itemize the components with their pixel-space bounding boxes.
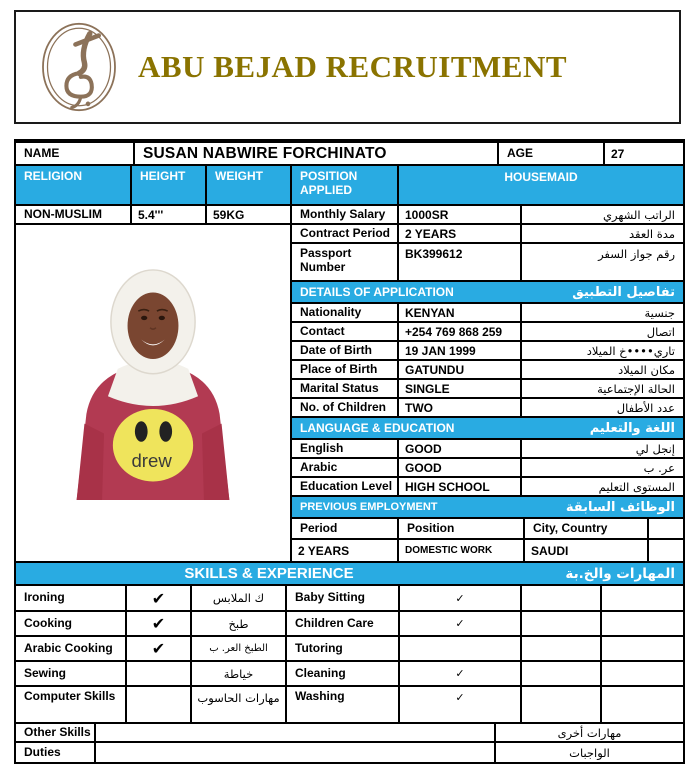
agency-title: ABU BEJAD RECRUITMENT: [138, 49, 568, 84]
details-header-ar: تفاصيل التطبيق: [572, 284, 675, 300]
other-skills-label: Other Skills: [16, 724, 96, 743]
language-education-header: [292, 418, 683, 440]
skill-row-cooking: [16, 612, 683, 637]
employment-position-value: DOMESTIC WORK: [399, 540, 525, 563]
ironing-arabic: ك الملابس: [192, 586, 287, 612]
marital-status-label: Marital Status: [292, 380, 399, 399]
contract-period-label: Contract Period: [292, 225, 399, 244]
skill-empty-cell: [522, 586, 602, 612]
date-of-birth-arabic: تاري••••خ الميلاد: [522, 342, 683, 361]
arabic-cooking-label: Arabic Cooking: [16, 637, 127, 662]
employment-extra-cell: [649, 519, 683, 540]
skills-experience-header: [16, 563, 683, 586]
washing-label: Washing: [287, 687, 400, 724]
contract-period-value: 2 YEARS: [399, 225, 522, 244]
skill-empty-cell: [602, 662, 683, 687]
computer-skills-check: [127, 687, 192, 724]
skill-empty-cell: [522, 637, 602, 662]
skill-empty-cell: [522, 612, 602, 637]
nationality-arabic: جنسية: [522, 304, 683, 323]
passport-number-label: Passport Number: [292, 244, 399, 282]
height-value: 5.4''': [132, 206, 207, 225]
english-value: GOOD: [399, 440, 522, 459]
sewing-arabic: خياطة: [192, 662, 287, 687]
contract-period-arabic: مدة العقد: [522, 225, 683, 244]
cooking-arabic: طبخ: [192, 612, 287, 637]
place-of-birth-arabic: مكان الميلاد: [522, 361, 683, 380]
tutoring-check: [400, 637, 522, 662]
arabic-label: Arabic: [292, 459, 399, 478]
attributes-header-row: [16, 166, 683, 206]
ironing-label: Ironing: [16, 586, 127, 612]
logo-calligraphy: [66, 34, 98, 108]
shirt-text: drew: [131, 449, 172, 471]
passport-number-arabic: رقم جواز السفر: [522, 244, 683, 282]
children-care-check: ✓: [400, 612, 522, 637]
skills-header-en: SKILLS & EXPERIENCE: [184, 565, 354, 582]
contact-value: +254 769 868 259: [399, 323, 522, 342]
cleaning-check: ✓: [400, 662, 522, 687]
language-header-en: LANGUAGE & EDUCATION: [300, 421, 455, 435]
name-label: NAME: [16, 143, 135, 166]
language-header-ar: اللغة والتعليم: [589, 420, 675, 436]
weight-header: WEIGHT: [207, 166, 292, 206]
religion-value: NON-MUSLIM: [16, 206, 132, 225]
computer-skills-arabic: مهارات الحاسوب: [192, 687, 287, 724]
contact-arabic: اتصال: [522, 323, 683, 342]
employment-header-en: PREVIOUS EMPLOYMENT: [300, 501, 438, 513]
duties-label: Duties: [16, 743, 96, 762]
arabic-cooking-check: ✔: [127, 637, 192, 662]
face: [128, 292, 179, 359]
education-level-label: Education Level: [292, 478, 399, 497]
nationality-value: KENYAN: [399, 304, 522, 323]
computer-skills-label: Computer Skills: [16, 687, 127, 724]
sewing-label: Sewing: [16, 662, 127, 687]
cooking-label: Cooking: [16, 612, 127, 637]
skill-row-computer: [16, 687, 683, 724]
arabic-cooking-arabic: الطبخ العر. ب: [192, 637, 287, 662]
skill-row-arabic-cooking: [16, 637, 683, 662]
children-value: TWO: [399, 399, 522, 418]
baby-sitting-check: ✓: [400, 586, 522, 612]
english-label: English: [292, 440, 399, 459]
cleaning-label: Cleaning: [287, 662, 400, 687]
left-column: [16, 206, 292, 563]
details-of-application-header: [292, 282, 683, 304]
sewing-check: [127, 662, 192, 687]
position-col-header: Position: [399, 519, 525, 540]
washing-check: ✓: [400, 687, 522, 724]
candidate-name: SUSAN NABWIRE FORCHINATO: [135, 143, 499, 166]
arabic-arabic: عر. ب: [522, 459, 683, 478]
position-applied-header: POSITION APPLIED: [292, 166, 399, 206]
skill-row-sewing: [16, 662, 683, 687]
skills-header-ar: المهارات والخ.بة: [565, 565, 675, 582]
right-column: [292, 206, 683, 563]
age-value: 27: [605, 143, 683, 166]
employment-city-value: SAUDI: [525, 540, 649, 563]
duties-empty: [96, 743, 496, 762]
children-care-label: Children Care: [287, 612, 400, 637]
height-header: HEIGHT: [132, 166, 207, 206]
name-row: [16, 143, 683, 166]
children-arabic: عدد الأطفال: [522, 399, 683, 418]
other-skills-empty: [96, 724, 496, 743]
body-section: [16, 206, 683, 563]
age-label: AGE: [499, 143, 605, 166]
duties-arabic: الواجبات: [569, 745, 610, 760]
ironing-check: ✔: [127, 586, 192, 612]
skill-empty-cell: [602, 612, 683, 637]
city-col-header: City, Country: [525, 519, 649, 540]
education-level-arabic: المستوى التعليم: [522, 478, 683, 497]
date-of-birth-value: 19 JAN 1999: [399, 342, 522, 361]
cv-table: [14, 139, 685, 764]
arabic-value: GOOD: [399, 459, 522, 478]
date-of-birth-label: Date of Birth: [292, 342, 399, 361]
baby-sitting-label: Baby Sitting: [287, 586, 400, 612]
cooking-check: ✔: [127, 612, 192, 637]
monthly-salary-label: Monthly Salary: [292, 206, 399, 225]
religion-header: RELIGION: [16, 166, 132, 206]
skill-empty-cell: [602, 586, 683, 612]
period-col-header: Period: [292, 519, 399, 540]
agency-logo-icon: [34, 17, 124, 117]
shirt-left-arm: [77, 424, 104, 500]
agency-header: [14, 10, 681, 124]
skill-row-ironing: [16, 586, 683, 612]
skill-empty-cell: [522, 662, 602, 687]
monthly-salary-arabic: الراتب الشهري: [522, 206, 683, 225]
place-of-birth-value: GATUNDU: [399, 361, 522, 380]
details-header-en: DETAILS OF APPLICATION: [300, 285, 454, 299]
shirt-right-arm: [202, 424, 229, 500]
tutoring-label: Tutoring: [287, 637, 400, 662]
marital-status-arabic: الحالة الإجتماعية: [522, 380, 683, 399]
employment-header-ar: الوظائف السابقة: [565, 499, 675, 515]
employment-period-value: 2 YEARS: [292, 540, 399, 563]
skill-empty-cell: [602, 687, 683, 724]
children-label: No. of Children: [292, 399, 399, 418]
education-level-value: HIGH SCHOOL: [399, 478, 522, 497]
nationality-label: Nationality: [292, 304, 399, 323]
position-value: HOUSEMAID: [399, 166, 683, 206]
passport-number-value: BK399612: [399, 244, 522, 282]
marital-status-value: SINGLE: [399, 380, 522, 399]
skill-empty-cell: [522, 687, 602, 724]
other-skills-row: [16, 724, 683, 743]
skill-empty-cell: [602, 637, 683, 662]
duties-row: [16, 743, 683, 762]
place-of-birth-label: Place of Birth: [292, 361, 399, 380]
monthly-salary-value: 1000SR: [399, 206, 522, 225]
previous-employment-header: [292, 497, 683, 519]
employment-extra-cell2: [649, 540, 683, 563]
other-skills-arabic: مهارات أخرى: [496, 724, 683, 743]
english-arabic: إنجل لي: [522, 440, 683, 459]
candidate-photo: [16, 225, 292, 563]
contact-label: Contact: [292, 323, 399, 342]
weight-value: 59KG: [207, 206, 292, 225]
